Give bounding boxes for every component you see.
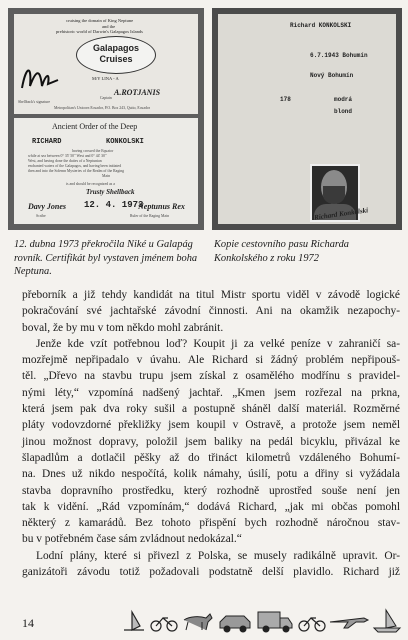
davy-jones-signature: Davy Jones — [28, 202, 66, 211]
passport-place: Nový Bohumín — [310, 72, 354, 79]
body-line: mozřejmě nepřipadalo v úvahu. Ale Richard si žádný problém nepřipouš- — [22, 354, 400, 367]
shellback-signature-scribble — [18, 60, 62, 94]
cert-text: having crossed the Equator — [72, 149, 114, 153]
body-line: Jenže kde vzít potřebnou loď? Koupit ji za velké peníze v zahraničí sa- — [36, 337, 400, 350]
cert-address: Metropolitan's Unicorn Ecuador, P.O. Box 243, Quito, Ecuador — [54, 106, 151, 110]
horse-icon — [184, 614, 212, 630]
cert-line: prehistoric world of Darwin's Galapagos Islands — [56, 29, 143, 34]
body-line: ganizátoři závodu totiž požadovali podstatně delší plavidlo. Richard již — [22, 566, 400, 579]
body-line: přeborník a již tehdy kandidát na titul Mistr sportu viděl v závodě logické — [22, 289, 400, 301]
body-line: stavba dopravního prostředku, který rozhodně uprostřed souše není jen — [22, 484, 400, 497]
passport-signature: Richard Konkolski — [313, 206, 369, 222]
body-line: pokračování své jachtařské závodní činnosti. Ani na okamžik nezapochy- — [22, 305, 400, 318]
body-line: bu v potřebném čase sám zvládnout nedokázal.“ — [22, 533, 242, 546]
body-line: šlapadlům a dotlačil pěšky až do třináct kilometrů vzdáleného Bohumí- — [22, 451, 400, 464]
body-line: těl. „Dřevo na stavbu trupu jsem získal z osamělého modřínu s pravidel- — [22, 370, 400, 383]
airplane-icon — [330, 618, 368, 628]
bicycle-icon — [151, 618, 177, 631]
bicycle-icon — [299, 618, 325, 631]
vessel-name: M/Y LINA - A — [92, 76, 119, 81]
vehicle-strip — [120, 606, 402, 634]
passport-eyes: modrá — [334, 96, 353, 103]
boat-icon — [374, 610, 400, 632]
cert-surname: KONKOLSKI — [106, 138, 144, 146]
passport-name: Richard KONKOLSKI — [290, 22, 352, 29]
cert-date: 12. 4. 1973 — [84, 200, 144, 210]
body-line: pláty vodovzdorné překližky jsem koupil v Ostravě, a protože jsem neměl — [22, 419, 400, 432]
cert-line: and the — [102, 24, 116, 29]
captain-label: Captain — [100, 96, 112, 100]
body-line: boval, že by mu v tom někdo mohl zabránit. — [22, 321, 224, 334]
scribe-label: Scribe — [36, 214, 46, 218]
captain-signature: A.ROTJANIS — [114, 88, 161, 97]
caption-left: 12. dubna 1973 překročila Niké u Galapág rovník. Certifikát byl vystaven jménem boha Neptuna. — [14, 239, 198, 277]
car-icon — [220, 616, 250, 632]
body-line: na. Dnes už nikdo nespočítá, kolik námahy, úsilí, potu a dřiny si vyžádala — [22, 468, 400, 481]
body-line: která jsem pak dva roky sušil a postupně sháněl další materiál. Rozměrné — [22, 403, 400, 416]
body-line: tak k vidění. „Rád vzpomínám,“ dodává Richard, „jak mi občas pomohl — [22, 500, 400, 513]
body-text — [22, 287, 400, 580]
cert-heading: Ancient Order of the Deep — [52, 122, 138, 131]
body-line: některý z kamarádů. Bez tohoto přispění bych rozhodně náročnou stav- — [22, 517, 400, 530]
passport-birth: 6.7.1943 Bohumín — [310, 52, 368, 59]
cert-text: while at sea between 0° 35' 50" West and 0° 44' 30" — [28, 154, 107, 158]
body-line: jinou možnost dopravy, položil jsem baliky na pedál bicyklu, přivázal ke — [22, 435, 400, 448]
cert-first-name: RICHARD — [32, 138, 62, 146]
galapagos-certificate — [14, 14, 198, 114]
shellback-label: Shellback's signature — [18, 100, 51, 104]
logo-brand: Galapagos — [92, 43, 139, 53]
neptune-certificate — [14, 118, 198, 224]
page-number: 14 — [22, 616, 34, 630]
cert-text: enchanted waters of the Galapagos, and having been initiated — [28, 164, 122, 168]
passport-page — [218, 14, 396, 224]
cert-text: Main — [102, 174, 111, 178]
galapagos-cruises-logo — [76, 36, 156, 74]
cert-title: Trusty Shellback — [86, 188, 135, 196]
cert-text: is and should be recognized as a — [66, 182, 115, 186]
truck-icon — [258, 612, 292, 632]
certificate-photo — [8, 8, 204, 230]
body-line: Lodní plány, které si přivezl z Polska, se musely radikálně upravit. Or- — [36, 549, 400, 562]
cert-text: then and into the Solemn Mysteries of the Realm of the Raging — [28, 169, 125, 173]
passport-hair: blond — [334, 108, 353, 115]
cert-line: cruising the domain of King Neptune — [66, 18, 134, 23]
windsurf-icon — [124, 612, 144, 630]
neptunus-signature: Neptunus Rex — [138, 202, 185, 211]
passport-height: 178 — [280, 96, 291, 103]
cert-text: West, and having done the duties of a Neptunian — [28, 159, 102, 163]
body-line: nými léty,“ vzpomíná nadšený jachtař. „Kmen jsem rozřezal na prkna, — [22, 386, 400, 399]
ruler-label: Ruler of the Raging Main — [130, 214, 170, 218]
passport-photo — [212, 8, 402, 230]
logo-brand-2: Cruises — [99, 54, 133, 64]
caption-right: Kopie cestovního pasu Richarda Konkolského z roku 1972 — [214, 239, 349, 264]
